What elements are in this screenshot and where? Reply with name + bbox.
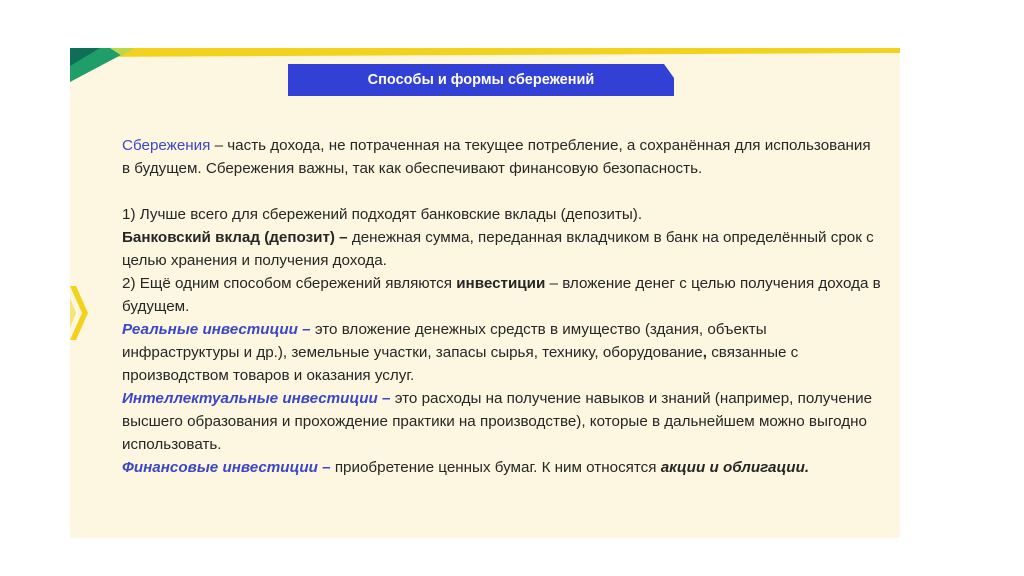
paragraph-intellectual-investments xyxy=(122,387,882,456)
paragraph-financial-investments xyxy=(122,456,882,479)
paragraph-investments xyxy=(122,272,882,318)
spacer xyxy=(122,180,882,203)
paragraph-savings-definition xyxy=(122,134,882,180)
page-title: Способы и формы сбережений xyxy=(367,72,595,88)
paragraph-bank-deposits xyxy=(122,203,882,226)
term-savings: Сбережения xyxy=(122,137,211,154)
bank-deposits-text: 1) Лучше всего для сбережений подходят банковские вклады (депозиты). xyxy=(122,206,643,223)
intellectual-investments-text: это расходы на получение навыков и знаний (например, получение высшего образования и прохождение практики на производстве), которые в дальнейшем можно выгодно использовать. xyxy=(122,390,873,453)
investments-text-before: 2) Ещё одним способом сбережений являются xyxy=(122,275,457,292)
financial-investments-text: приобретение ценных бумаг. К ним относятся xyxy=(330,459,661,476)
bank-deposit-definition-text: денежная сумма, переданная вкладчиком в банк на определённый срок с целью хранения и получения дохода. xyxy=(122,229,874,269)
term-investments: инвестиции xyxy=(456,275,546,292)
term-bank-deposit: Банковский вклад (депозит) – xyxy=(122,229,348,246)
real-investments-text-before: это вложение денежных средств в имущество (здания, объекты инфраструктуры и др.), земельные участки, запасы сырья, технику, оборудование xyxy=(122,321,767,361)
investments-text-after: – вложение денег с целью получения дохода в будущем. xyxy=(122,275,881,315)
left-arrow-decoration xyxy=(70,278,94,348)
term-real-investments: Реальные инвестиции – xyxy=(122,321,311,338)
title-banner xyxy=(288,64,674,96)
real-investments-comma: , xyxy=(702,344,707,361)
term-intellectual-investments: Интеллектуальные инвестиции – xyxy=(122,390,391,407)
paragraph-real-investments xyxy=(122,318,882,387)
savings-definition-text: – часть дохода, не потраченная на текущее потребление, а сохранённая для использования в будущем. Сбережения важны, так как обеспечивают финансовую безопасность. xyxy=(122,137,871,177)
slide xyxy=(70,48,900,538)
paragraph-bank-deposit-definition xyxy=(122,226,882,272)
real-investments-text-after: связанные с производством товаров и оказания услуг. xyxy=(122,344,799,384)
term-financial-investments: Финансовые инвестиции – xyxy=(122,459,331,476)
term-stocks-bonds: акции и облигации. xyxy=(660,459,810,476)
content-body xyxy=(122,134,882,479)
